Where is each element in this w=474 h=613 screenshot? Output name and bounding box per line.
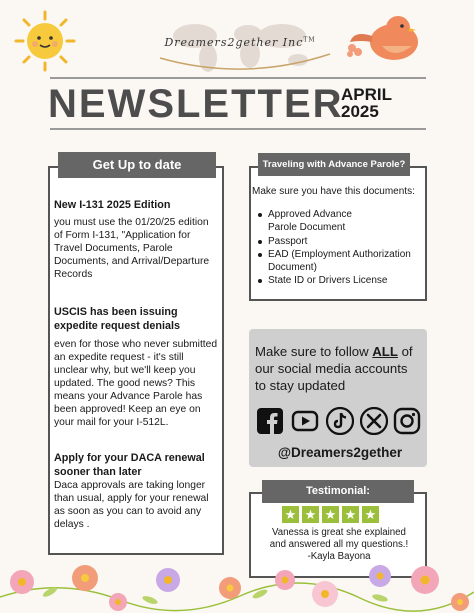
star-icon: ★: [302, 506, 319, 523]
travel-item: EAD (Employment Authorization: [268, 249, 411, 260]
instagram-icon[interactable]: [393, 407, 421, 435]
travel-item: Document): [268, 262, 317, 273]
bird-illustration: [346, 12, 428, 68]
testimonial-quote: Vanessa is great she explained and answered all my questions.! -Kayla Bayona: [269, 527, 409, 562]
s3-title: Apply for your DACA renewal sooner than later: [54, 452, 205, 478]
newsletter-title: NEWSLETTER: [48, 82, 344, 126]
bullet-dot: [258, 240, 262, 244]
brand-name: Dreamers2gether Inc™: [164, 36, 316, 49]
updates-heading: Get Up to date: [58, 152, 216, 178]
travel-intro: Make sure you have this documents:: [252, 186, 415, 197]
header-top-rule: [50, 77, 426, 79]
star-rating: [282, 506, 382, 524]
bullet-dot: [258, 253, 262, 257]
bullet-dot: [258, 213, 262, 217]
tiktok-icon[interactable]: [326, 407, 354, 435]
travel-item: Parole Document: [268, 222, 346, 233]
sun-illustration: [14, 10, 76, 72]
header-bottom-rule: [50, 128, 426, 130]
brand-swoosh: [150, 48, 340, 78]
travel-item: Passport: [268, 236, 308, 247]
s2-body: even for those who never submitted an expedite request - it's still unclear why, but we'll keep you updated. The good news? This means your Advance Parole has been approved! Keep an eye on your mail for your I-512L.: [54, 339, 218, 428]
bullet-dot: [258, 279, 262, 283]
s2-title: USCIS has been issuing expedite request denials: [54, 306, 181, 332]
social-callout: Make sure to follow ALL of our social media accounts to stay updated: [255, 344, 413, 393]
issue-month: APRIL: [341, 85, 392, 104]
s3-body: Daca approvals are taking longer than usual, apply for your renewal as soon as you can to avoid any delays .: [54, 480, 209, 530]
issue-year: 2025: [341, 102, 379, 121]
s1-body: you must use the 01/20/25 edition of Form I-131, "Application for Travel Documents, Parole Documents, and Arrival/Departure Records: [54, 217, 210, 280]
testimonial-heading: Testimonial:: [262, 480, 414, 503]
star-icon: ★: [282, 506, 299, 523]
travel-heading: Traveling with Advance Parole?: [258, 153, 410, 176]
star-icon: ★: [322, 506, 339, 523]
youtube-icon[interactable]: [291, 407, 319, 435]
travel-item: State ID or Drivers License: [268, 275, 388, 286]
facebook-icon[interactable]: [256, 407, 284, 435]
social-handle[interactable]: @Dreamers2gether: [277, 445, 403, 460]
star-icon: ★: [342, 506, 359, 523]
x-icon[interactable]: [360, 407, 388, 435]
flower-border-illustration: [0, 552, 474, 613]
travel-item: Approved Advance: [268, 209, 352, 220]
star-icon: ★: [362, 506, 379, 523]
s1-title: New I-131 2025 Edition: [54, 199, 171, 211]
